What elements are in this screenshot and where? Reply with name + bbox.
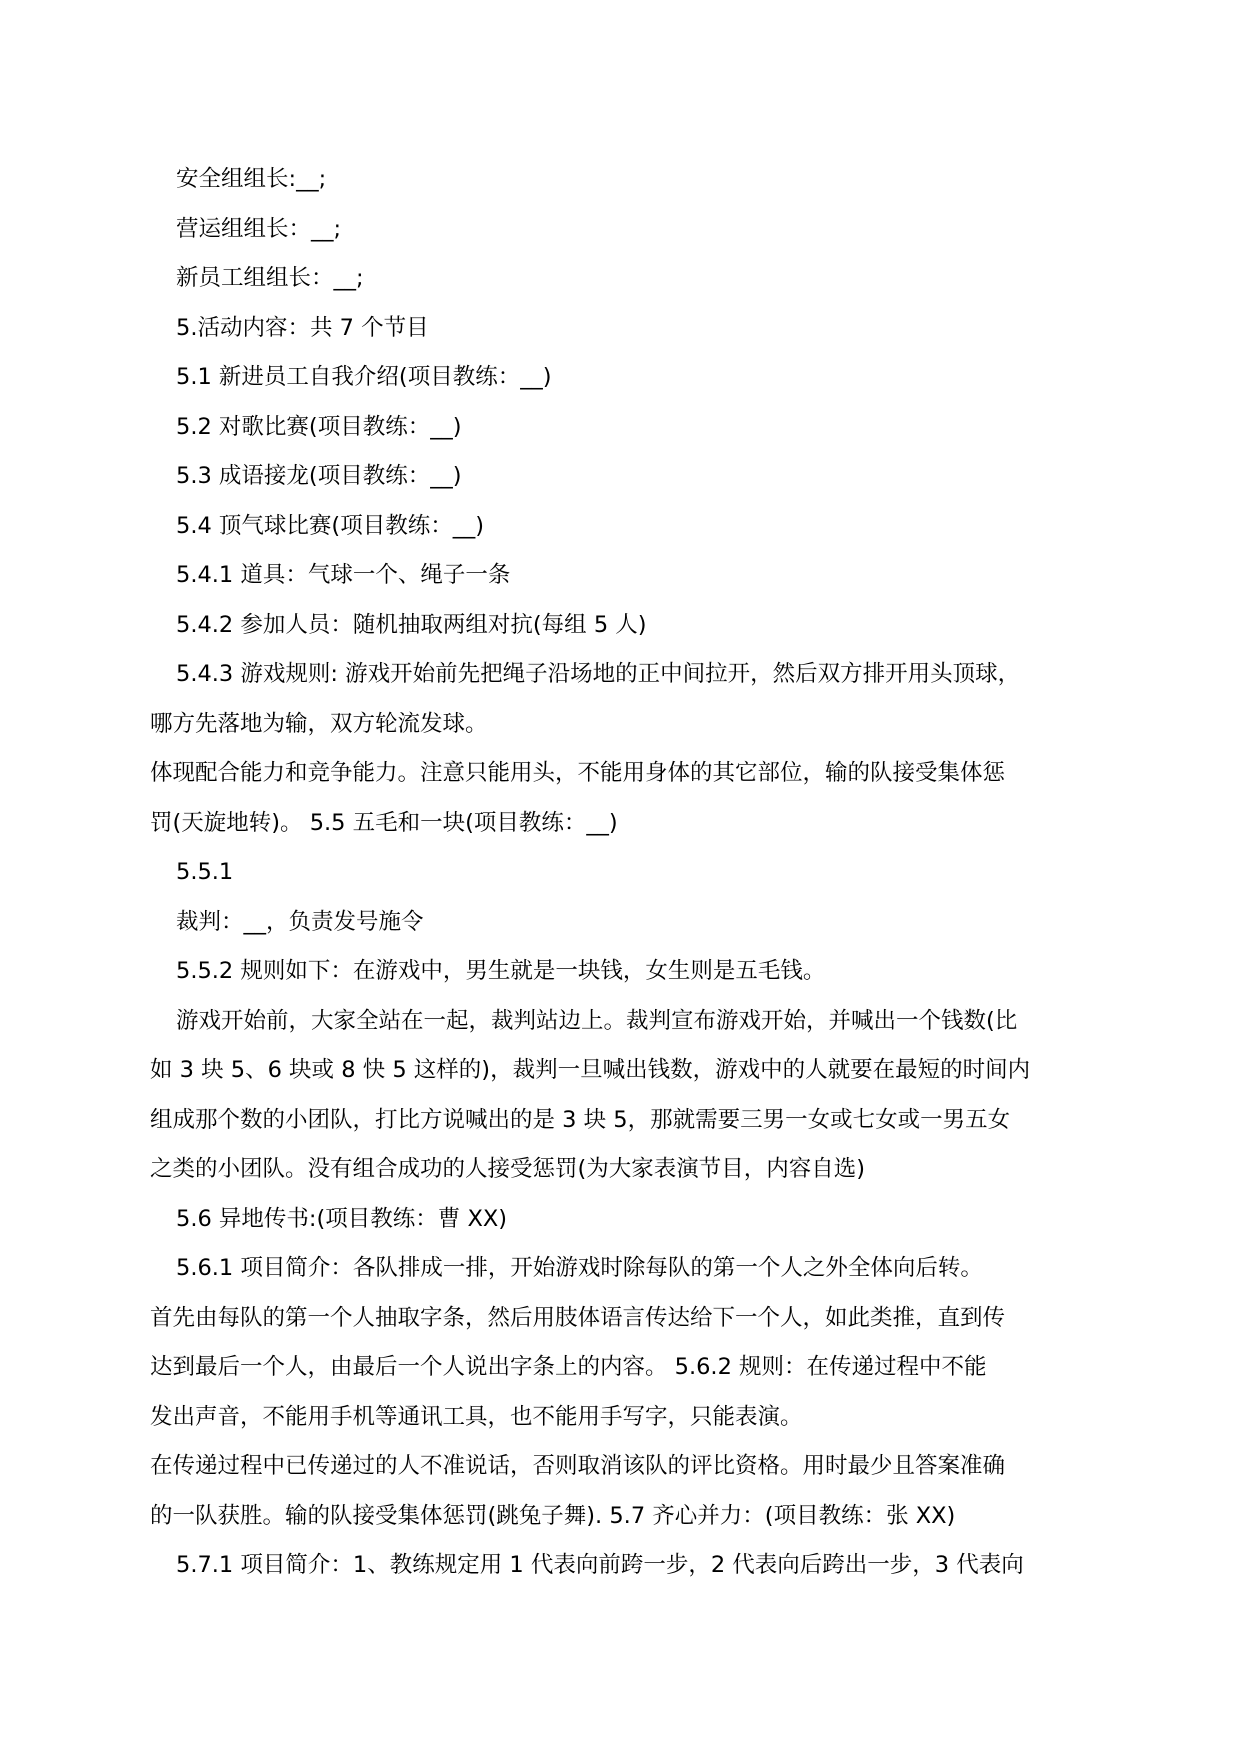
document-line: 体现配合能力和竞争能力。注意只能用头，不能用身体的其它部位，输的队接受集体惩 xyxy=(150,760,1006,786)
document-line: 5.4.3 游戏规则: 游戏开始前先把绳子沿场地的正中间拉开，然后双方排开用头顶球， xyxy=(176,661,1021,687)
document-line: 裁判：__，负责发号施令 xyxy=(176,908,424,935)
document-line: 的一队获胜。输的队接受集体惩罚(跳兔子舞). 5.7 齐心并力：(项目教练：张 XX) xyxy=(150,1502,956,1529)
document-line: 5.5.2 规则如下：在游戏中，男生就是一块钱，女生则是五毛钱。 xyxy=(176,958,826,984)
document-line: 之类的小团队。没有组合成功的人接受惩罚(为大家表演节目，内容自选) xyxy=(150,1156,866,1182)
document-line: 5.4 顶气球比赛(项目教练：__) xyxy=(176,512,484,539)
document-line: 5.4.1 道具：气球一个、绳子一条 xyxy=(176,562,511,588)
document-body xyxy=(150,155,1100,1591)
document-line: 5.5.1 xyxy=(176,859,234,885)
document-line: 5.3 成语接龙(项目教练：__) xyxy=(176,463,462,489)
document-line: 营运组组长：__; xyxy=(176,215,342,242)
document-line: 新员工组组长：__; xyxy=(176,265,364,291)
document-line: 组成那个数的小团队，打比方说喊出的是 3 块 5，那就需要三男一女或七女或一男五女 xyxy=(150,1106,1011,1133)
document-line: 哪方先落地为输，双方轮流发球。 xyxy=(150,710,488,737)
document-line: 5.7.1 项目简介：1、教练规定用 1 代表向前跨一步，2 代表向后跨出一步，3 代表向 xyxy=(176,1552,1024,1578)
document-line: 5.6.1 项目简介：各队排成一排，开始游戏时除每队的第一个人之外全体向后转。 xyxy=(176,1255,983,1281)
document-line: 达到最后一个人，由最后一个人说出字条上的内容。 5.6.2 规则：在传递过程中不能 xyxy=(150,1354,987,1380)
document-line: 游戏开始前，大家全站在一起，裁判站边上。裁判宣布游戏开始，并喊出一个钱数(比 xyxy=(176,1007,1018,1034)
document-line: 5.4.2 参加人员：随机抽取两组对抗(每组 5 人) xyxy=(176,611,647,638)
document-line: 安全组组长:__; xyxy=(176,166,327,192)
document-line: 5.2 对歌比赛(项目教练：__) xyxy=(176,413,462,440)
document-line: 5.1 新进员工自我介绍(项目教练：__) xyxy=(176,364,552,390)
document-line: 如 3 块 5、6 块或 8 快 5 这样的)，裁判一旦喊出钱数，游戏中的人就要在最短的时间内 xyxy=(150,1057,1031,1083)
document-line: 在传递过程中已传递过的人不准说话，否则取消该队的评比资格。用时最少且答案准确 xyxy=(150,1453,1006,1479)
document-line: 罚(天旋地转)。 5.5 五毛和一块(项目教练：__) xyxy=(150,809,618,836)
document-line: 5.活动内容：共 7 个节目 xyxy=(176,314,429,341)
document-line: 5.6 异地传书:(项目教练：曹 XX) xyxy=(176,1205,508,1232)
document-line: 发出声音，不能用手机等通讯工具，也不能用手写字，只能表演。 xyxy=(150,1403,803,1430)
document-line: 首先由每队的第一个人抽取字条，然后用肢体语言传达给下一个人，如此类推，直到传 xyxy=(150,1304,1006,1331)
